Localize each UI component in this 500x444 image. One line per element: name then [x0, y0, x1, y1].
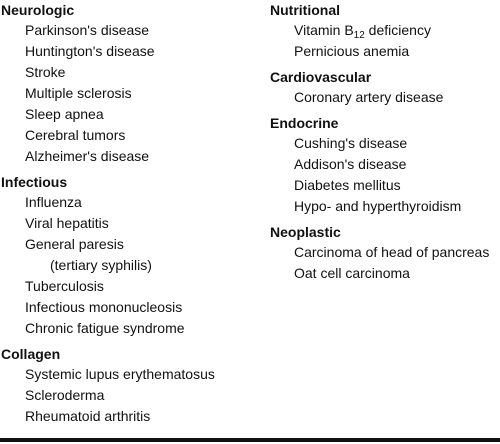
right-column [270, 0, 500, 284]
list-item: Viral hepatitis [25, 215, 109, 231]
list-item: Diabetes mellitus [294, 177, 401, 193]
left-column [1, 0, 263, 427]
list-item: Hypo- and hyperthyroidism [294, 198, 462, 214]
list-item: Systemic lupus erythematosus [25, 366, 215, 382]
list-item: Sleep apnea [25, 106, 104, 122]
list-item: Rheumatoid arthritis [25, 408, 151, 424]
list-item: Scleroderma [25, 387, 105, 403]
list-item: Cushing's disease [294, 135, 408, 151]
list-item: Stroke [25, 64, 66, 80]
list-item-vitamin-b12 [270, 20, 500, 41]
section-heading-endocrine: Endocrine [270, 115, 339, 131]
list-item: Huntington's disease [25, 43, 155, 59]
bottom-rule-divider [0, 438, 500, 442]
section-heading-collagen: Collagen [1, 346, 61, 362]
list-item: Infectious mononucleosis [25, 299, 183, 315]
vitamin-suffix: deficiency [364, 22, 431, 38]
section-heading-infectious: Infectious [1, 174, 68, 190]
vitamin-subscript: 12 [353, 30, 365, 41]
list-item: Addison's disease [294, 156, 407, 172]
list-item: Coronary artery disease [294, 89, 444, 105]
list-item: Carcinoma of head of pancreas [294, 244, 490, 260]
list-item: Tuberculosis [25, 278, 104, 294]
list-item: Influenza [25, 194, 82, 210]
list-item: General paresis [25, 236, 124, 252]
section-heading-neoplastic: Neoplastic [270, 224, 341, 240]
list-item: Multiple sclerosis [25, 85, 132, 101]
list-item: Oat cell carcinoma [294, 265, 410, 281]
list-item: Cerebral tumors [25, 127, 126, 143]
list-item: Pernicious anemia [294, 43, 410, 59]
list-item: Alzheimer's disease [25, 148, 150, 164]
list-item: Chronic fatigue syndrome [25, 320, 185, 336]
list-item: Parkinson's disease [25, 22, 150, 38]
section-heading-cardiovascular: Cardiovascular [270, 69, 372, 85]
section-heading-neurologic: Neurologic [1, 2, 75, 18]
list-item-continuation: (tertiary syphilis) [50, 257, 152, 273]
section-heading-nutritional: Nutritional [270, 2, 340, 18]
vitamin-prefix: Vitamin B [294, 22, 354, 38]
